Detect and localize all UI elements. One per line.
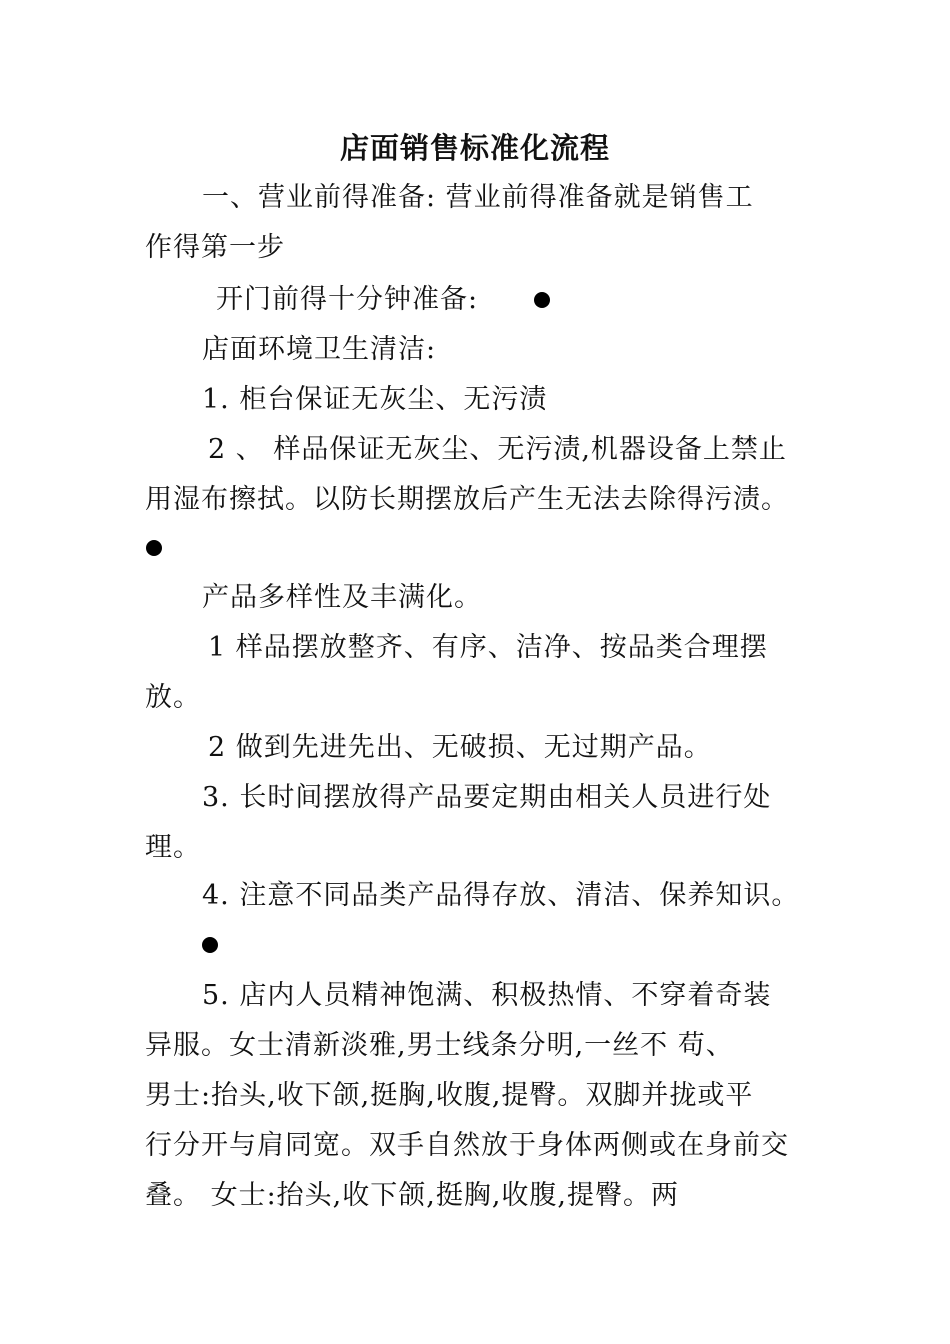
paragraph-line-14: 4. 注意不同品类产品得存放、清洁、保养知识。 bbox=[202, 880, 800, 911]
paragraph-line-7: 用湿布擦拭。以防长期摆放后产生无法去除得污渍。 bbox=[145, 484, 789, 515]
paragraph-line-13: 理。 bbox=[145, 832, 201, 863]
paragraph-line-9: 1 样品摆放整齐、有序、洁净、按品类合理摆 bbox=[208, 632, 768, 663]
paragraph-line-4: 店面环境卫生清洁: bbox=[202, 334, 437, 365]
paragraph-line-16: 异服。女士清新淡雅,男士线条分明,一丝不 苟、 bbox=[145, 1030, 734, 1061]
paragraph-line-2: 作得第一步 bbox=[145, 232, 285, 263]
document-title: 店面销售标准化流程 bbox=[339, 131, 610, 165]
paragraph-line-3: 开门前得十分钟准备: bbox=[216, 284, 479, 315]
paragraph-line-10: 放。 bbox=[145, 682, 201, 713]
paragraph-line-12: 3. 长时间摆放得产品要定期由相关人员进行处 bbox=[202, 782, 772, 813]
paragraph-line-15: 5. 店内人员精神饱满、积极热情、不穿着奇装 bbox=[202, 980, 772, 1011]
paragraph-line-6: 2 、 样品保证无灰尘、无污渍,机器设备上禁止 bbox=[208, 434, 787, 465]
paragraph-line-1: 一、营业前得准备: 营业前得准备就是销售工 bbox=[202, 182, 754, 213]
paragraph-line-5: 1. 柜台保证无灰尘、无污渍 bbox=[202, 384, 548, 415]
paragraph-line-18: 行分开与肩同宽。双手自然放于身体两侧或在身前交 bbox=[145, 1130, 789, 1161]
bullet-icon bbox=[146, 540, 162, 556]
paragraph-line-19: 叠。 女士:抬头,收下颌,挺胸,收腹,提臀。两 bbox=[145, 1180, 680, 1211]
paragraph-line-11: 2 做到先进先出、无破损、无过期产品。 bbox=[208, 732, 712, 763]
paragraph-line-8: 产品多样性及丰满化。 bbox=[202, 582, 482, 613]
bullet-icon bbox=[534, 292, 550, 308]
paragraph-line-17: 男士:抬头,收下颌,挺胸,收腹,提臀。双脚并拢或平 bbox=[145, 1080, 754, 1111]
bullet-icon bbox=[202, 937, 218, 953]
